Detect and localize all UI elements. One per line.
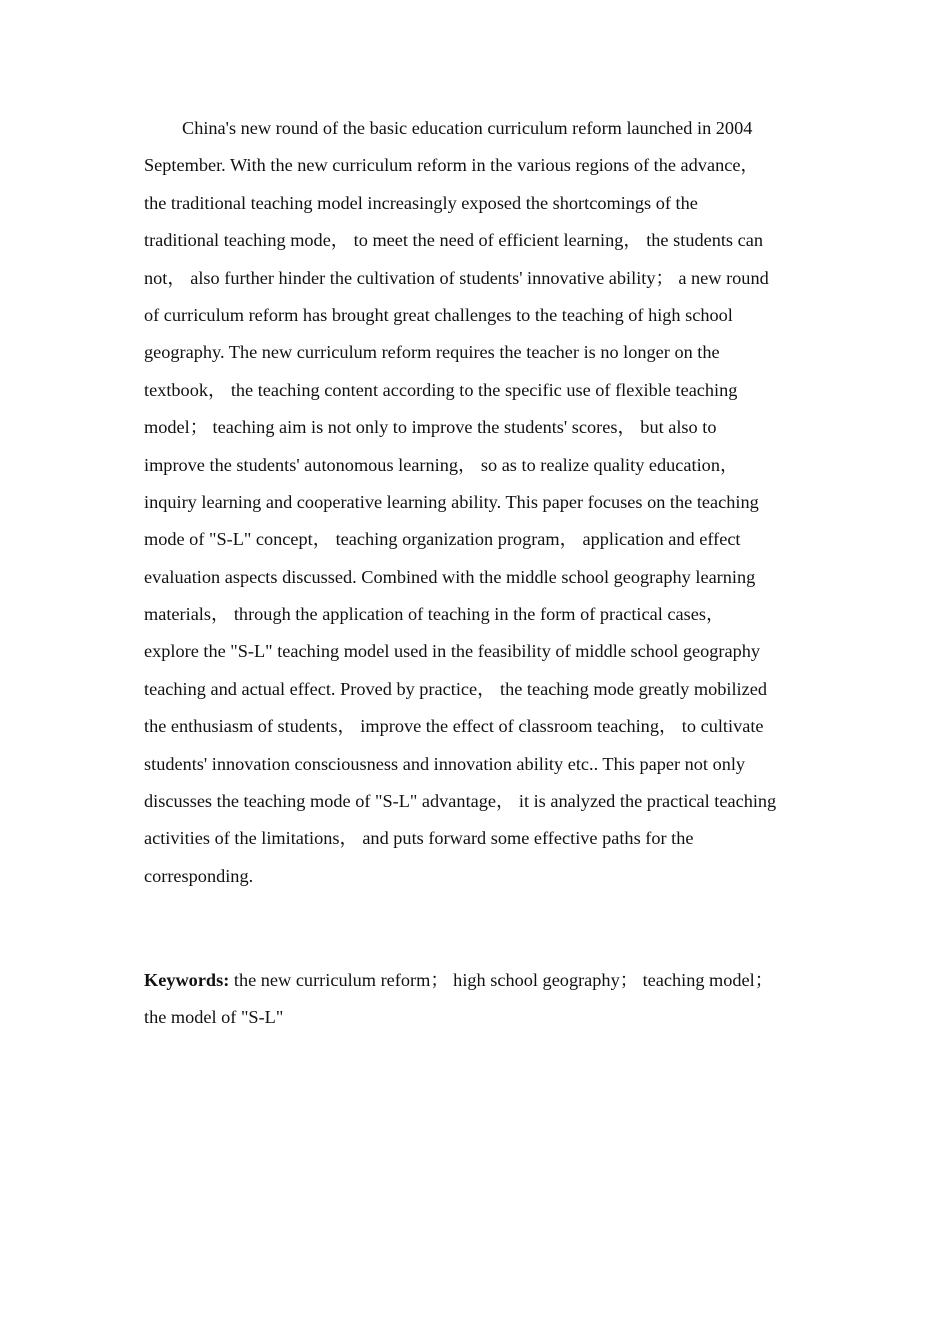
- keywords-line: [144, 962, 810, 999]
- abstract-line: of curriculum reform has brought great challenges to the teaching of high school: [144, 304, 733, 325]
- abstract-line: explore the "S-L" teaching model used in the feasibility of middle school geography: [144, 641, 761, 662]
- abstract-line: inquiry learning and cooperative learning ability. This paper focuses on the teaching: [144, 491, 759, 512]
- abstract-line: activities of the limitations， and puts forward some effective paths for the: [144, 828, 694, 849]
- abstract-line: the traditional teaching model increasingly exposed the shortcomings of the: [144, 192, 698, 213]
- abstract-paragraph: [144, 110, 810, 895]
- abstract-line: materials， through the application of teaching in the form of practical cases，: [144, 604, 725, 625]
- keywords-label: Keywords:: [144, 970, 230, 990]
- abstract-line: discusses the teaching mode of "S-L" advantage， it is analyzed the practical teaching: [144, 791, 777, 812]
- abstract-line: China's new round of the basic education curriculum reform launched in 2004: [182, 118, 753, 138]
- abstract-line: students' innovation consciousness and innovation ability etc.. This paper not only: [144, 753, 746, 774]
- abstract-line: mode of "S-L" concept， teaching organization program， application and effect: [144, 529, 741, 550]
- keywords-text: the new curriculum reform； high school geography； teaching model；: [233, 970, 774, 990]
- abstract-line: improve the students' autonomous learning， so as to realize quality education，: [144, 454, 739, 475]
- abstract-line: not， also further hinder the cultivation of students' innovative ability； a new round: [144, 267, 769, 288]
- abstract-line: the enthusiasm of students， improve the effect of classroom teaching， to cultivate: [144, 716, 764, 737]
- abstract-line: September. With the new curriculum reform in the various regions of the advance，: [144, 155, 759, 176]
- abstract-line: textbook， the teaching content according to the specific use of flexible teaching: [144, 379, 738, 400]
- abstract-line: corresponding.: [144, 865, 254, 886]
- abstract-line: traditional teaching mode， to meet the need of efficient learning， the students can: [144, 230, 763, 251]
- abstract-line: geography. The new curriculum reform requires the teacher is no longer on the: [144, 342, 720, 363]
- abstract-line: evaluation aspects discussed. Combined with the middle school geography learning: [144, 566, 756, 587]
- abstract-line: teaching and actual effect. Proved by practice， the teaching mode greatly mobilized: [144, 678, 767, 699]
- keywords-line-2: the model of "S-L": [144, 1007, 284, 1028]
- keywords-section: [144, 962, 810, 1037]
- abstract-line: model； teaching aim is not only to improve the students' scores， but also to: [144, 417, 717, 438]
